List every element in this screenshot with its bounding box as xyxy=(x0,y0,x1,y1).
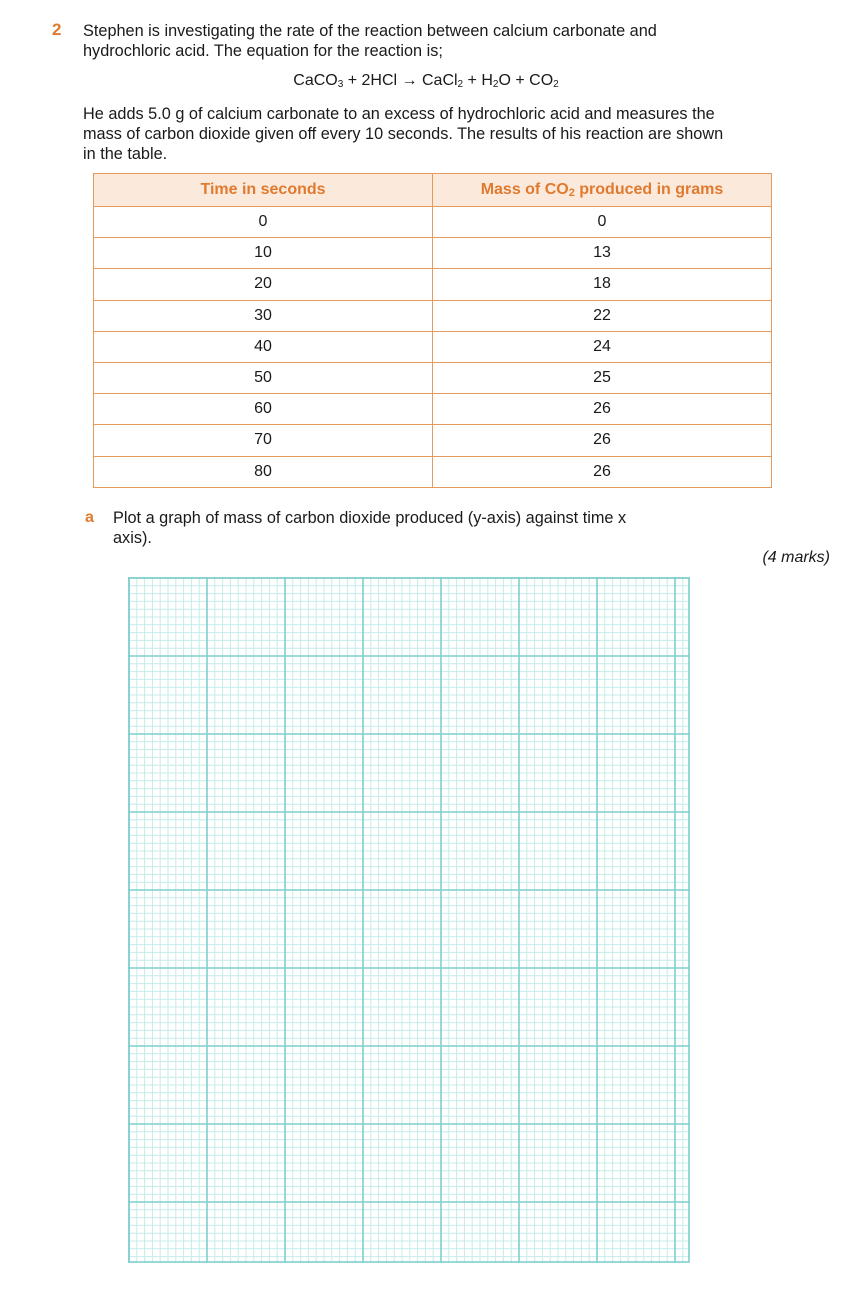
mass-cell: 26 xyxy=(433,394,772,425)
table-row xyxy=(94,362,772,393)
instruction-line: axis). xyxy=(113,529,152,547)
table-row xyxy=(94,207,772,238)
results-table xyxy=(93,173,772,488)
mass-cell: 18 xyxy=(433,269,772,300)
question-body xyxy=(83,104,803,164)
chemical-equation: CaCO$_3$ + 2HCl → CaCl$_2$ + $H_2O + CO_2$ xyxy=(293,72,559,90)
mass-cell: 22 xyxy=(433,300,772,331)
question-number: 2 xyxy=(52,20,62,39)
time-cell: 30 xyxy=(94,300,433,331)
mass-cell: 26 xyxy=(433,456,772,487)
intro-line: Stephen is investigating the rate of the reaction between calcium carbonate and xyxy=(83,22,657,40)
header-time: Time in seconds xyxy=(94,174,433,207)
graph-paper-grid[interactable] xyxy=(128,577,690,1263)
mass-cell: 0 xyxy=(433,207,772,238)
mass-cell: 24 xyxy=(433,331,772,362)
time-cell: 70 xyxy=(94,425,433,456)
table-row xyxy=(94,331,772,362)
table-header-row xyxy=(94,174,772,207)
body-line: He adds 5.0 g of calcium carbonate to an excess of hydrochloric acid and measures the xyxy=(83,105,715,123)
instruction-line: Plot a graph of mass of carbon dioxide produced (y-axis) against time x xyxy=(113,509,627,527)
part-a-instruction xyxy=(113,508,713,548)
time-cell: 50 xyxy=(94,362,433,393)
marks-label: (4 marks) xyxy=(762,549,830,566)
time-cell: 0 xyxy=(94,207,433,238)
header-mass: Mass of $CO_2$ produced in grams xyxy=(433,174,772,207)
time-cell: 20 xyxy=(94,269,433,300)
question-intro xyxy=(83,21,803,61)
mass-cell: 26 xyxy=(433,425,772,456)
table-row xyxy=(94,425,772,456)
time-cell: 10 xyxy=(94,238,433,269)
table-row xyxy=(94,269,772,300)
table-row xyxy=(94,238,772,269)
body-line: in the table. xyxy=(83,145,168,163)
table-row xyxy=(94,456,772,487)
table-row xyxy=(94,300,772,331)
intro-line: hydrochloric acid. The equation for the reaction is; xyxy=(83,42,443,60)
part-a-label: a xyxy=(85,509,94,526)
time-cell: 80 xyxy=(94,456,433,487)
body-line: mass of carbon dioxide given off every 10 seconds. The results of his reaction are shown xyxy=(83,125,724,143)
table-row xyxy=(94,394,772,425)
mass-cell: 25 xyxy=(433,362,772,393)
time-cell: 40 xyxy=(94,331,433,362)
mass-cell: 13 xyxy=(433,238,772,269)
time-cell: 60 xyxy=(94,394,433,425)
